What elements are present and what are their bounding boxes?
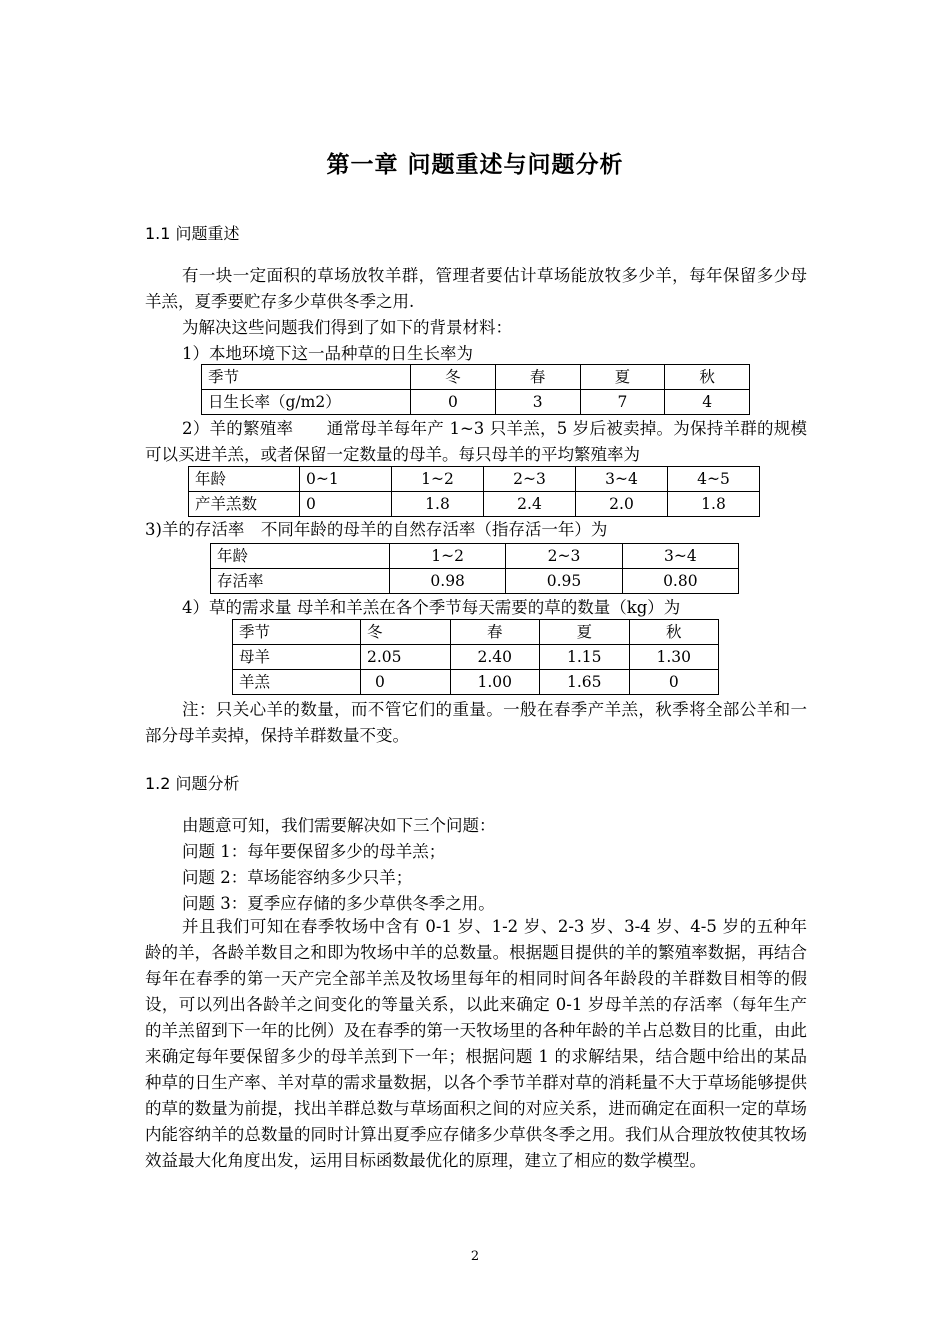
table-cell: 7 xyxy=(580,390,665,415)
table-cell: 母羊 xyxy=(233,645,361,670)
table-cell: 春 xyxy=(450,620,540,645)
chapter-title: 第一章 问题重述与问题分析 xyxy=(326,152,624,178)
table-cell: 2.4 xyxy=(484,492,576,517)
question-1: 问题 1：每年要保留多少的母羊羔； xyxy=(182,842,446,861)
table-cell: 3 xyxy=(495,390,580,415)
table-cell: 1.30 xyxy=(629,645,719,670)
table-cell: 4~5 xyxy=(668,467,760,492)
question-2: 问题 2：草场能容纳多少只羊； xyxy=(182,868,413,887)
table-row xyxy=(189,467,760,492)
question-3: 问题 3：夏季应存储的多少草供冬季之用。 xyxy=(182,894,495,913)
table-cell: 年龄 xyxy=(189,467,300,492)
table-cell: 冬 xyxy=(361,620,451,645)
breeding-rate-table xyxy=(188,466,760,517)
table-cell: 0 xyxy=(411,390,496,415)
table-row xyxy=(233,620,719,645)
table-cell: 春 xyxy=(495,365,580,390)
table-row xyxy=(211,569,739,594)
table-cell: 产羊羔数 xyxy=(189,492,300,517)
table-cell: 2~3 xyxy=(506,544,622,569)
page-number: 2 xyxy=(470,1249,480,1264)
table-row xyxy=(189,492,760,517)
table-cell: 秋 xyxy=(665,365,750,390)
table-cell: 3~4 xyxy=(622,544,738,569)
table-row xyxy=(211,544,739,569)
note-paragraph: 注：只关心羊的数量，而不管它们的重量。一般在春季产羊羔，秋季将全部公羊和一部分母羊卖掉，保持羊群数量不变。 xyxy=(145,700,807,745)
table-cell: 1.65 xyxy=(540,670,630,695)
table-cell: 0 xyxy=(300,492,392,517)
growth-rate-table xyxy=(201,364,750,415)
table-cell: 0.95 xyxy=(506,569,622,594)
table-cell: 2.40 xyxy=(450,645,540,670)
table-cell: 2.0 xyxy=(576,492,668,517)
table-cell: 0~1 xyxy=(300,467,392,492)
table-cell: 秋 xyxy=(629,620,719,645)
table-cell: 1~2 xyxy=(390,544,506,569)
table-row xyxy=(202,365,750,390)
analysis-intro: 由题意可知，我们需要解决如下三个问题： xyxy=(182,816,496,835)
table-cell: 季节 xyxy=(202,365,411,390)
item-4-text: 4）草的需求量 母羊和羊羔在各个季节每天需要的草的数量（kg）为 xyxy=(182,598,681,617)
analysis-paragraph: 并且我们可知在春季牧场中含有 0-1 岁、1-2 岁、2-3 岁、3-4 岁、4-5 岁的五种年龄的羊，各龄羊数目之和即为牧场中羊的总数量。根据题目提供的羊的繁殖率数据，再结合每年在春季的第一天产完全部羊羔及牧场里每年的相同时间各年龄段的羊群数目相等的假设，可以列出各龄羊之间变化的等量关系，以此来确定 0-1 岁母羊羔的存活率（每年生产的羊羔留到下一年的比例）及在春季的第一天牧场里的各种年龄的羊占总数目的比重，由此来确定每年要保留多少的母羊羔到下一年；根据问题 1 的求解结果，结合题中给出的某品种草的日生产率、羊对草的需求量数据，以各个季节羊群对草的消耗量不大于草场能够提供的草的数量为前提，找出羊群总数与草场面积之间的对应关系，进而确定在面积一定的草场内能容纳羊的总数量的同时计算出夏季应存储多少草供冬季之用。我们从合理放牧使其牧场效益最大化角度出发，运用目标函数最优化的原理，建立了相应的数学模型。 xyxy=(145,917,807,1170)
background-line: 为解决这些问题我们得到了如下的背景材料： xyxy=(182,318,512,337)
grass-demand-table xyxy=(232,619,719,695)
item-1-text: 1）本地环境下这一品种草的日生长率为 xyxy=(182,344,473,363)
table-cell: 年龄 xyxy=(211,544,390,569)
table-cell: 夏 xyxy=(540,620,630,645)
table-cell: 存活率 xyxy=(211,569,390,594)
section-heading-1-2: 1.2 问题分析 xyxy=(145,774,240,793)
table-cell: 1.15 xyxy=(540,645,630,670)
table-cell: 1.8 xyxy=(668,492,760,517)
section-heading-1-1: 1.1 问题重述 xyxy=(145,224,240,243)
intro-paragraph: 有一块一定面积的草场放牧羊群，管理者要估计草场能放牧多少羊，每年保留多少母羊羔，夏季要贮存多少草供冬季之用. xyxy=(145,266,807,311)
item-2-text: 2）羊的繁殖率 通常母羊每年产 1~3 只羊羔，5 岁后被卖掉。为保持羊群的规模可以买进羊羔，或者保留一定数量的母羊。每只母羊的平均繁殖率为 xyxy=(145,419,807,464)
table-row xyxy=(233,670,719,695)
survival-rate-table xyxy=(210,543,739,594)
table-cell: 0 xyxy=(361,670,451,695)
table-cell: 0.98 xyxy=(390,569,506,594)
table-cell: 0 xyxy=(629,670,719,695)
table-cell: 2.05 xyxy=(361,645,451,670)
table-cell: 2~3 xyxy=(484,467,576,492)
table-cell: 日生长率（g/m2） xyxy=(202,390,411,415)
table-cell: 羊羔 xyxy=(233,670,361,695)
item-3-text: 3)羊的存活率 不同年龄的母羊的自然存活率（指存活一年）为 xyxy=(145,520,608,539)
table-row xyxy=(233,645,719,670)
table-cell: 1~2 xyxy=(392,467,484,492)
table-cell: 1.8 xyxy=(392,492,484,517)
table-cell: 季节 xyxy=(233,620,361,645)
table-cell: 夏 xyxy=(580,365,665,390)
table-cell: 4 xyxy=(665,390,750,415)
table-cell: 3~4 xyxy=(576,467,668,492)
table-cell: 0.80 xyxy=(622,569,738,594)
table-cell: 1.00 xyxy=(450,670,540,695)
table-row xyxy=(202,390,750,415)
table-cell: 冬 xyxy=(411,365,496,390)
